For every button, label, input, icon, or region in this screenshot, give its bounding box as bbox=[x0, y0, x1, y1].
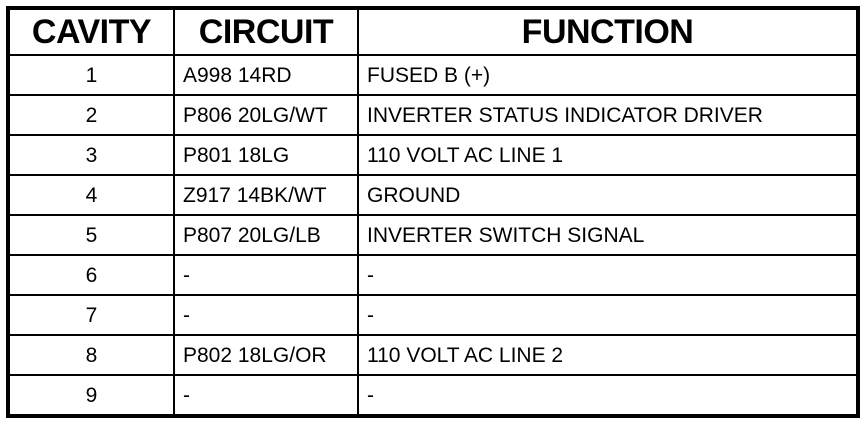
cell-cavity: 4 bbox=[8, 175, 174, 215]
cell-cavity: 9 bbox=[8, 375, 174, 416]
cell-cavity: 3 bbox=[8, 135, 174, 175]
cell-circuit: - bbox=[174, 375, 358, 416]
cell-function: - bbox=[358, 375, 858, 416]
table-row bbox=[8, 255, 858, 295]
cell-function: FUSED B (+) bbox=[358, 55, 858, 95]
cell-function: INVERTER SWITCH SIGNAL bbox=[358, 215, 858, 255]
table-row bbox=[8, 135, 858, 175]
cell-circuit: P806 20LG/WT bbox=[174, 95, 358, 135]
cell-circuit: P802 18LG/OR bbox=[174, 335, 358, 375]
table-row bbox=[8, 215, 858, 255]
table-row bbox=[8, 375, 858, 416]
cell-cavity: 8 bbox=[8, 335, 174, 375]
cell-cavity: 2 bbox=[8, 95, 174, 135]
cell-cavity: 5 bbox=[8, 215, 174, 255]
cell-function: 110 VOLT AC LINE 1 bbox=[358, 135, 858, 175]
cell-cavity: 1 bbox=[8, 55, 174, 95]
cell-function: GROUND bbox=[358, 175, 858, 215]
cell-function: - bbox=[358, 295, 858, 335]
column-header-cavity: CAVITY bbox=[8, 8, 174, 55]
table-body bbox=[8, 55, 858, 416]
table-row bbox=[8, 335, 858, 375]
cell-circuit: - bbox=[174, 295, 358, 335]
table-row bbox=[8, 95, 858, 135]
table-header-row bbox=[8, 8, 858, 55]
cell-function: - bbox=[358, 255, 858, 295]
cell-circuit: Z917 14BK/WT bbox=[174, 175, 358, 215]
table-row bbox=[8, 295, 858, 335]
cell-function: 110 VOLT AC LINE 2 bbox=[358, 335, 858, 375]
table-header bbox=[8, 8, 858, 55]
table-row bbox=[8, 55, 858, 95]
cell-cavity: 7 bbox=[8, 295, 174, 335]
cell-circuit: A998 14RD bbox=[174, 55, 358, 95]
column-header-function: FUNCTION bbox=[358, 8, 858, 55]
connector-pinout-table bbox=[6, 6, 860, 418]
column-header-circuit: CIRCUIT bbox=[174, 8, 358, 55]
cell-circuit: P807 20LG/LB bbox=[174, 215, 358, 255]
cell-function: INVERTER STATUS INDICATOR DRIVER bbox=[358, 95, 858, 135]
table-row bbox=[8, 175, 858, 215]
cell-circuit: - bbox=[174, 255, 358, 295]
cell-circuit: P801 18LG bbox=[174, 135, 358, 175]
cell-cavity: 6 bbox=[8, 255, 174, 295]
